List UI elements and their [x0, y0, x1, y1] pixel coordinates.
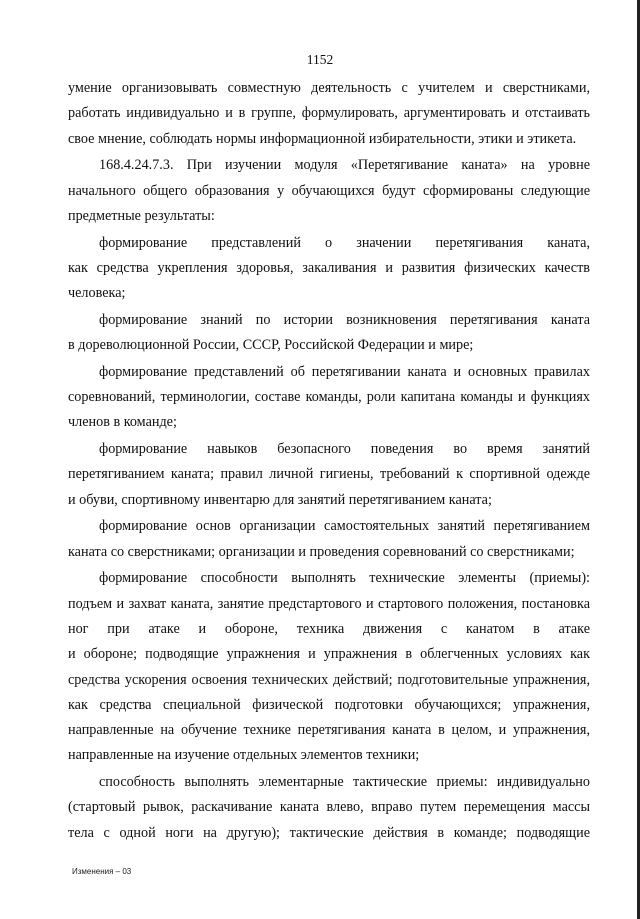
text-line: способность выполнять элементарные тактические приемы: индивидуально [99, 774, 590, 791]
text-line: работать индивидуально и в группе, формулировать, аргументировать и отстаивать [68, 105, 590, 122]
text-line: направленные на обучение технике перетягивания каната в целом, и упражнения, [68, 722, 590, 739]
text-line: 168.4.24.7.3. При изучении модуля «Перетягивание каната» на уровне [99, 157, 590, 174]
paragraph [68, 231, 590, 307]
paragraph [68, 770, 590, 846]
document-body [68, 76, 590, 847]
text-line: как средства укрепления здоровья, закаливания и развития физических качеств [68, 259, 590, 276]
text-line: средства ускорения освоения технических действий; подготовительные упражнения, [68, 671, 590, 688]
text-line: формирование навыков безопасного поведения во время занятий [99, 441, 590, 458]
text-line: формирование представлений о значении перетягивания каната, [99, 234, 590, 251]
paragraph [68, 153, 590, 229]
text-line: свое мнение, соблюдать нормы информационной избирательности, этики и этикета. [68, 130, 577, 147]
paragraph [68, 514, 590, 565]
text-line: и обуви, спортивному инвентарю для занятий перетягиванием каната; [68, 491, 492, 508]
text-line: как средства специальной физической подготовки обучающихся; упражнения, [68, 696, 590, 713]
text-line: умение организовывать совместную деятельность с учителем и сверстниками, [68, 80, 590, 96]
page-number: 1152 [306, 52, 334, 67]
text-line: формирование представлений об перетягивании каната и основных правилах [99, 363, 590, 380]
text-line: направленные на изучение отдельных элементов техники; [68, 747, 420, 764]
paragraph [68, 360, 590, 436]
text-line: подъем и захват каната, занятие предстартового и стартового положения, постановка [68, 595, 590, 612]
text-line: тела с одной ноги на другую); тактические действия в команде; подводящие [68, 824, 590, 841]
text-line: предметные результаты: [68, 207, 215, 224]
text-line: каната со сверстниками; организации и проведения соревнований со сверстниками; [68, 543, 575, 560]
text-line: и обороне; подводящие упражнения и упражнения в облегченных условиях как [68, 646, 590, 663]
text-line: формирование основ организации самостоятельных занятий перетягиванием [99, 518, 590, 535]
text-line: в дореволюционной России, СССР, Российской Федерации и мире; [68, 337, 474, 354]
text-line: членов в команде; [68, 414, 177, 431]
text-line: формирование способности выполнять технические элементы (приемы): [99, 570, 590, 587]
paragraph [68, 437, 590, 513]
text-line: человека; [68, 285, 126, 302]
paragraph [68, 566, 590, 768]
text-line: формирование знаний по истории возникновения перетягивания каната [99, 311, 590, 328]
text-line: соревнований, терминологии, составе команды, роли капитана команды и функциях [68, 389, 590, 406]
footer-revision-note: Изменения – 03 [72, 867, 132, 876]
text-line: ног при атаке и обороне, техника движения с канатом в атаке [68, 620, 590, 637]
text-line: перетягиванием каната; правил личной гигиены, требований к спортивной одежде [68, 466, 590, 483]
text-line: (стартовый рывок, раскачивание каната влево, вправо путем перемещения массы [68, 799, 590, 816]
paragraph [68, 76, 590, 152]
text-line: начального общего образования у обучающихся будут сформированы следующие [68, 182, 590, 199]
paragraph [68, 308, 590, 359]
